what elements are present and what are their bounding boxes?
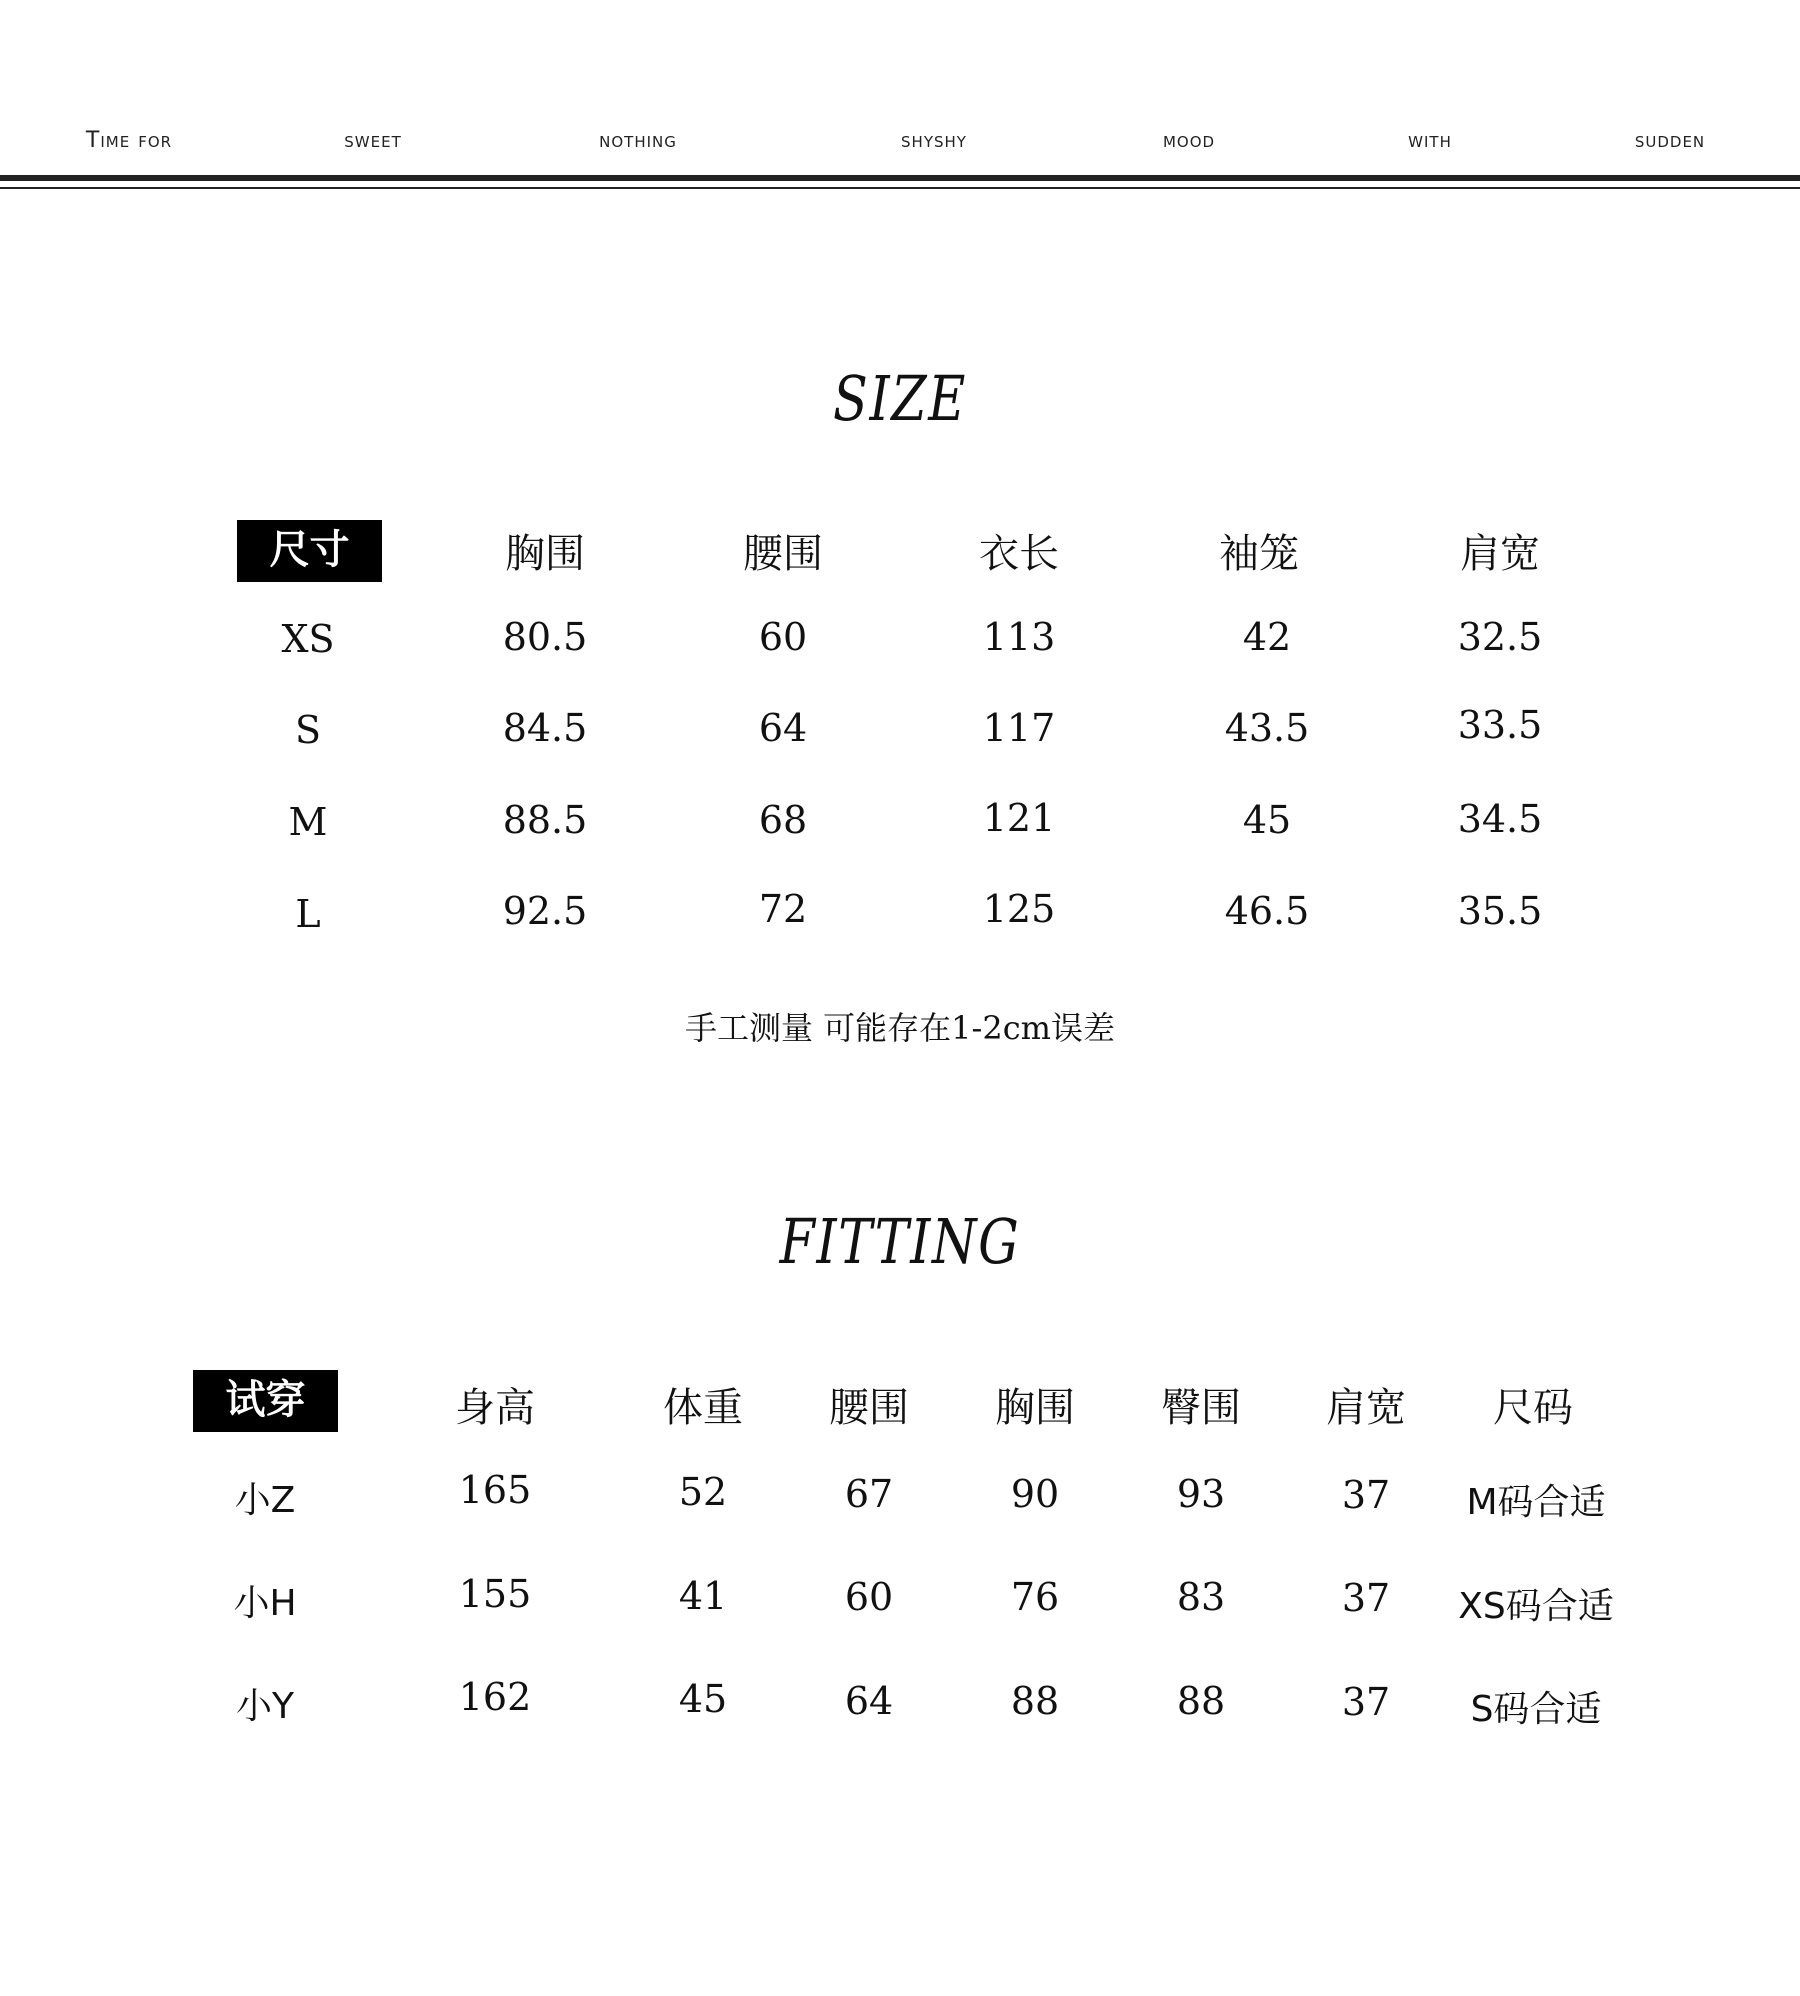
table-cell: 83	[1176, 1575, 1226, 1619]
banner-word: nothing	[599, 128, 677, 153]
size-row-label: M	[288, 800, 328, 844]
fitting-row-label: 小Y	[236, 1686, 294, 1727]
table-cell: 32.5	[1457, 615, 1543, 659]
fitting-header-size: 尺码	[1493, 1385, 1573, 1431]
table-cell: 88.5	[502, 798, 588, 842]
size-row-label: L	[295, 892, 321, 936]
size-badge: 尺寸	[237, 520, 382, 582]
fitting-row-label: 小Z	[234, 1480, 296, 1521]
table-cell: 117	[982, 706, 1056, 750]
size-header-waist: 腰围	[743, 531, 823, 577]
table-cell: 121	[982, 796, 1056, 840]
table-cell: 37	[1341, 1680, 1391, 1724]
table-cell: 45	[678, 1677, 728, 1721]
table-cell: 92.5	[502, 889, 588, 933]
size-header-shoulder: 肩宽	[1460, 531, 1540, 577]
table-cell: 155	[458, 1572, 532, 1616]
fitting-badge: 试穿	[193, 1370, 338, 1432]
banner-word: with	[1408, 128, 1452, 153]
banner-word: shyshy	[901, 128, 967, 153]
table-cell: 64	[758, 706, 808, 750]
fitting-header-hip: 臀围	[1161, 1385, 1241, 1431]
banner-divider-thick	[0, 175, 1800, 181]
table-cell: 60	[844, 1575, 894, 1619]
measurement-note: 手工测量 可能存在1-2cm误差	[685, 1009, 1115, 1047]
table-cell: 67	[844, 1472, 894, 1516]
size-header-length: 衣长	[979, 531, 1059, 577]
table-cell: 90	[1010, 1472, 1060, 1516]
table-cell: 80.5	[502, 615, 588, 659]
fitting-row-label: 小H	[233, 1583, 297, 1624]
table-cell: 113	[982, 615, 1056, 659]
fitting-section-title: FITTING	[779, 1205, 1021, 1278]
table-cell: 84.5	[502, 706, 588, 750]
fitting-header-shoulder: 肩宽	[1326, 1385, 1406, 1431]
table-cell: 60	[758, 615, 808, 659]
table-cell: 35.5	[1457, 889, 1543, 933]
size-header-chest: 胸围	[505, 531, 585, 577]
banner-word: sweet	[344, 128, 402, 153]
size-header-armhole: 袖笼	[1219, 531, 1299, 577]
banner-word: mood	[1162, 128, 1216, 153]
banner-word: sudden	[1634, 128, 1706, 153]
size-row-label: S	[294, 708, 322, 752]
fitting-header-chest: 胸围	[995, 1385, 1075, 1431]
table-cell: 125	[982, 887, 1056, 931]
table-cell: 64	[844, 1679, 894, 1723]
table-cell: 42	[1242, 615, 1292, 659]
table-cell: 88	[1010, 1679, 1060, 1723]
table-cell: 88	[1176, 1679, 1226, 1723]
table-cell: 52	[678, 1470, 728, 1514]
fitting-header-weight: 体重	[663, 1385, 743, 1431]
banner-word: Time for	[85, 128, 173, 153]
table-cell: 72	[758, 887, 808, 931]
table-cell: 162	[458, 1675, 532, 1719]
table-cell: 46.5	[1224, 889, 1310, 933]
table-cell: 76	[1010, 1575, 1060, 1619]
size-recommendation: XS码合适	[1458, 1586, 1614, 1627]
table-cell: 43.5	[1224, 706, 1310, 750]
size-row-label: XS	[281, 617, 335, 661]
table-cell: 34.5	[1457, 797, 1543, 841]
table-cell: 37	[1341, 1473, 1391, 1517]
size-section-title: SIZE	[833, 362, 967, 435]
size-recommendation: M码合适	[1466, 1482, 1606, 1523]
table-cell: 41	[678, 1574, 728, 1618]
size-recommendation: S码合适	[1470, 1689, 1602, 1730]
table-cell: 45	[1242, 798, 1292, 842]
table-cell: 68	[758, 798, 808, 842]
table-cell: 93	[1176, 1472, 1226, 1516]
banner-divider-thin	[0, 187, 1800, 189]
fitting-header-waist: 腰围	[829, 1385, 909, 1431]
table-cell: 165	[458, 1468, 532, 1512]
fitting-header-height: 身高	[455, 1385, 535, 1431]
table-cell: 33.5	[1457, 703, 1543, 747]
table-cell: 37	[1341, 1576, 1391, 1620]
top-banner	[0, 128, 1800, 162]
